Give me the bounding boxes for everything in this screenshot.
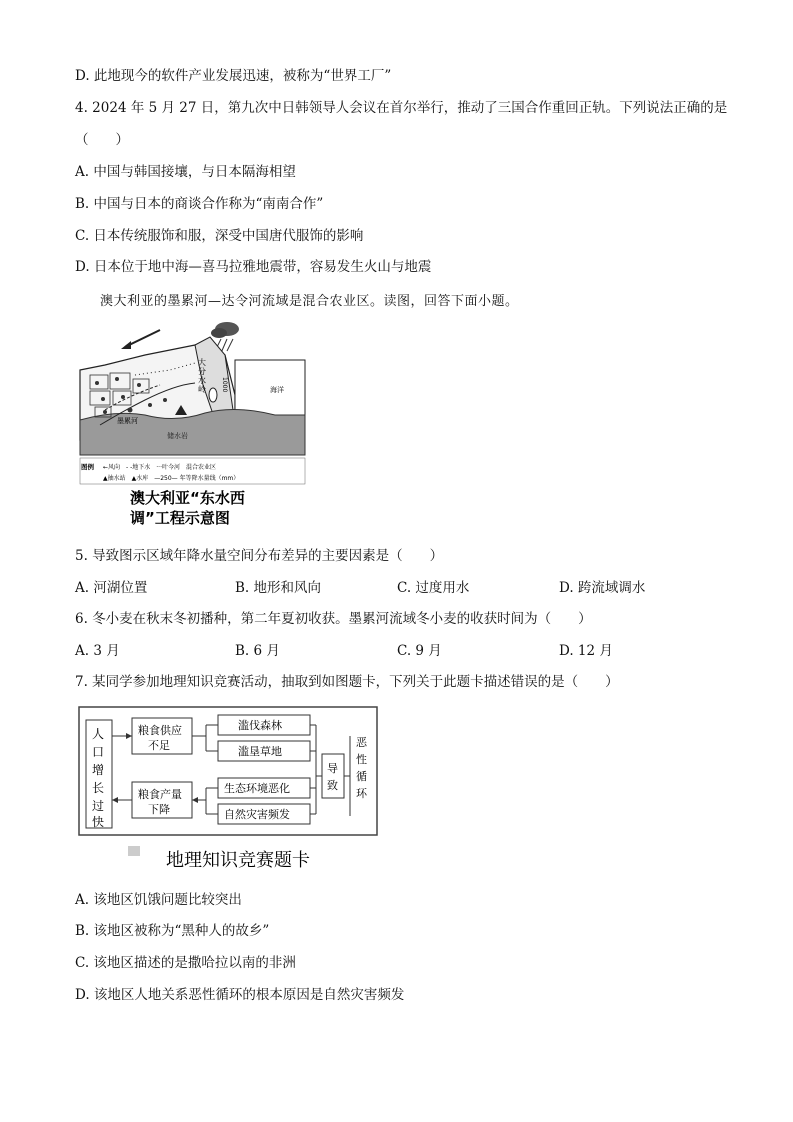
- map-caption-2: 调”工程示意图: [130, 509, 230, 527]
- q5-stem: 5. 导致图示区域年降水量空间分布差异的主要因素是（ ）: [75, 548, 444, 564]
- q7-stem: 7. 某同学参加地理知识竞赛活动，抽取到如图题卡，下列关于此题卡描述错误的是（ ）: [75, 674, 619, 690]
- australia-map-figure: [75, 315, 315, 530]
- legend-row-1: ←风向 - -地下水 ···叶今河 混合农业区: [103, 464, 216, 471]
- divide-label: 大分水岭: [198, 358, 206, 394]
- lead-to-text: 导致: [327, 762, 338, 792]
- quiz-card-figure: [78, 706, 380, 876]
- aquifer-layer: [80, 409, 305, 455]
- q6-option-d: D. 12 月: [559, 643, 613, 659]
- q4-option-c: C. 日本传统服饰和服，深受中国唐代服饰的影响: [75, 228, 364, 244]
- q4-option-b: B. 中国与日本的商谈合作称为“南南合作”: [75, 196, 324, 212]
- q6-stem: 6. 冬小麦在秋末冬初播种，第二年夏初收获。墨累河流域冬小麦的收获时间为（ ）: [75, 611, 592, 627]
- q7-option-d: D. 该地区人地关系恶性循环的根本原因是自然灾害频发: [75, 987, 405, 1003]
- isoline-label: 1000: [221, 377, 228, 393]
- legend-title: 图例: [81, 463, 94, 471]
- food-drop-2: 下降: [148, 803, 170, 816]
- q7-option-b: B. 该地区被称为“黑种人的故乡”: [75, 923, 270, 939]
- q6-option-c: C. 9 月: [397, 643, 442, 659]
- aquifer-label: 储水岩: [167, 432, 188, 440]
- food-drop-1: 粮食产量: [138, 788, 182, 801]
- q5-option-c: C. 过度用水: [397, 580, 470, 596]
- q3-option-d: D. 此地现今的软件产业发展迅速，被称为“世界工厂”: [75, 68, 392, 84]
- population-text: 人口增长过快: [92, 727, 105, 829]
- reclaim-text: 滥垦草地: [238, 745, 282, 758]
- q7-option-c: C. 该地区描述的是撒哈拉以南的非洲: [75, 955, 296, 971]
- map-caption-1: 澳大利亚“东水西: [130, 489, 245, 507]
- wind-arrow-head: [121, 341, 131, 349]
- q4-option-a: A. 中国与韩国接壤，与日本隔海相望: [75, 164, 296, 180]
- q6-option-a: A. 3 月: [75, 643, 120, 659]
- australia-map-svg: [75, 315, 315, 530]
- q5-option-b: B. 地形和风向: [235, 580, 322, 596]
- food-short-2: 不足: [148, 739, 170, 752]
- q4-blank: （ ）: [75, 132, 129, 148]
- ocean-label: 海洋: [270, 386, 284, 394]
- legend-row-2: ▲抽水站 ▲水库 —250— 年等降水量线（mm）: [103, 475, 240, 482]
- section-intro: 澳大利亚的墨累河—达令河流域是混合农业区。读图，回答下面小题。: [100, 294, 519, 309]
- disaster-text: 自然灾害频发: [224, 808, 290, 821]
- reservoir-icon: [209, 388, 217, 402]
- q6-option-b: B. 6 月: [235, 643, 280, 659]
- deforest-text: 滥伐森林: [238, 719, 282, 732]
- food-short-1: 粮食供应: [138, 724, 182, 737]
- q5-option-a: A. 河湖位置: [75, 580, 148, 596]
- q4-option-d: D. 日本位于地中海—喜马拉雅地震带，容易发生火山与地震: [75, 259, 432, 275]
- q5-option-d: D. 跨流域调水: [559, 580, 646, 596]
- q7-option-a: A. 该地区饥饿问题比较突出: [75, 892, 242, 908]
- basin-label: 墨累河: [117, 417, 138, 425]
- quiz-card-svg: [78, 706, 380, 876]
- vicious-text: 恶性循环: [356, 736, 367, 800]
- q4-stem: 4. 2024 年 5 月 27 日，第九次中日韩领导人会议在首尔举行，推动了三国合作重回正轨。下列说法正确的是: [75, 100, 728, 116]
- eco-text: 生态环境恶化: [224, 782, 290, 795]
- card-caption: 地理知识竞赛题卡: [166, 850, 310, 871]
